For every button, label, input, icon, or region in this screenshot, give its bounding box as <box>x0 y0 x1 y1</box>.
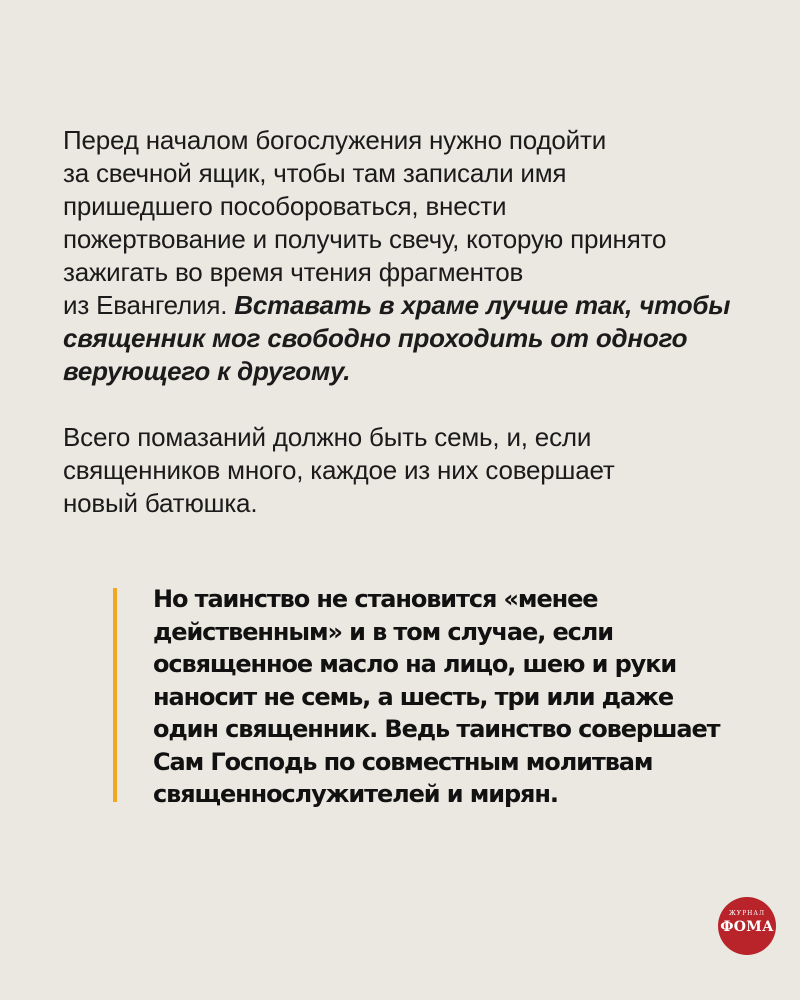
foma-logo <box>718 897 776 955</box>
quote-accent-bar <box>113 588 117 802</box>
quote-line: один священник. Ведь таинство совершает <box>153 715 720 743</box>
paragraph-line: новый батюшка. <box>63 488 258 518</box>
quote-line: наносит не семь, а шесть, три или даже <box>153 682 674 711</box>
paragraph-line: зажигать во время чтения фрагментов <box>63 257 524 287</box>
emphasis-line: Вставать в храме лучше так, чтобы <box>234 290 731 320</box>
paragraph-line: Перед началом богослужения нужно подойти <box>63 125 607 155</box>
paragraph-intro <box>63 124 763 388</box>
quote-line: действенным» и в том случае, если <box>153 617 613 646</box>
quote-line: Но таинство не становится «менее <box>153 585 598 613</box>
paragraph-line: пришедшего пособороваться, внести <box>63 191 507 221</box>
emphasis-line: верующего к другому. <box>63 356 351 386</box>
emphasis-line: священник мог свободно проходить от одного <box>63 323 688 353</box>
paragraph-line: священников много, каждое из них совершает <box>63 455 615 485</box>
paragraph-line: пожертвование и получить свечу, которую принято <box>63 224 667 254</box>
paragraph-anointings <box>63 421 763 520</box>
quote-line: освященное масло на лицо, шею и руки <box>153 650 677 678</box>
paragraph-line: Всего помазаний должно быть семь, и, если <box>63 422 592 452</box>
pull-quote <box>153 583 773 811</box>
quote-line: священнослужителей и мирян. <box>153 780 558 808</box>
quote-line: Сам Господь по совместным молитвам <box>153 747 653 776</box>
logo-title: ФОМА <box>720 919 774 935</box>
paragraph-line: из Евангелия. <box>63 290 235 320</box>
paragraph-line: за свечной ящик, чтобы там записали имя <box>63 158 567 188</box>
logo-caption: ЖУРНАЛ <box>729 910 765 917</box>
